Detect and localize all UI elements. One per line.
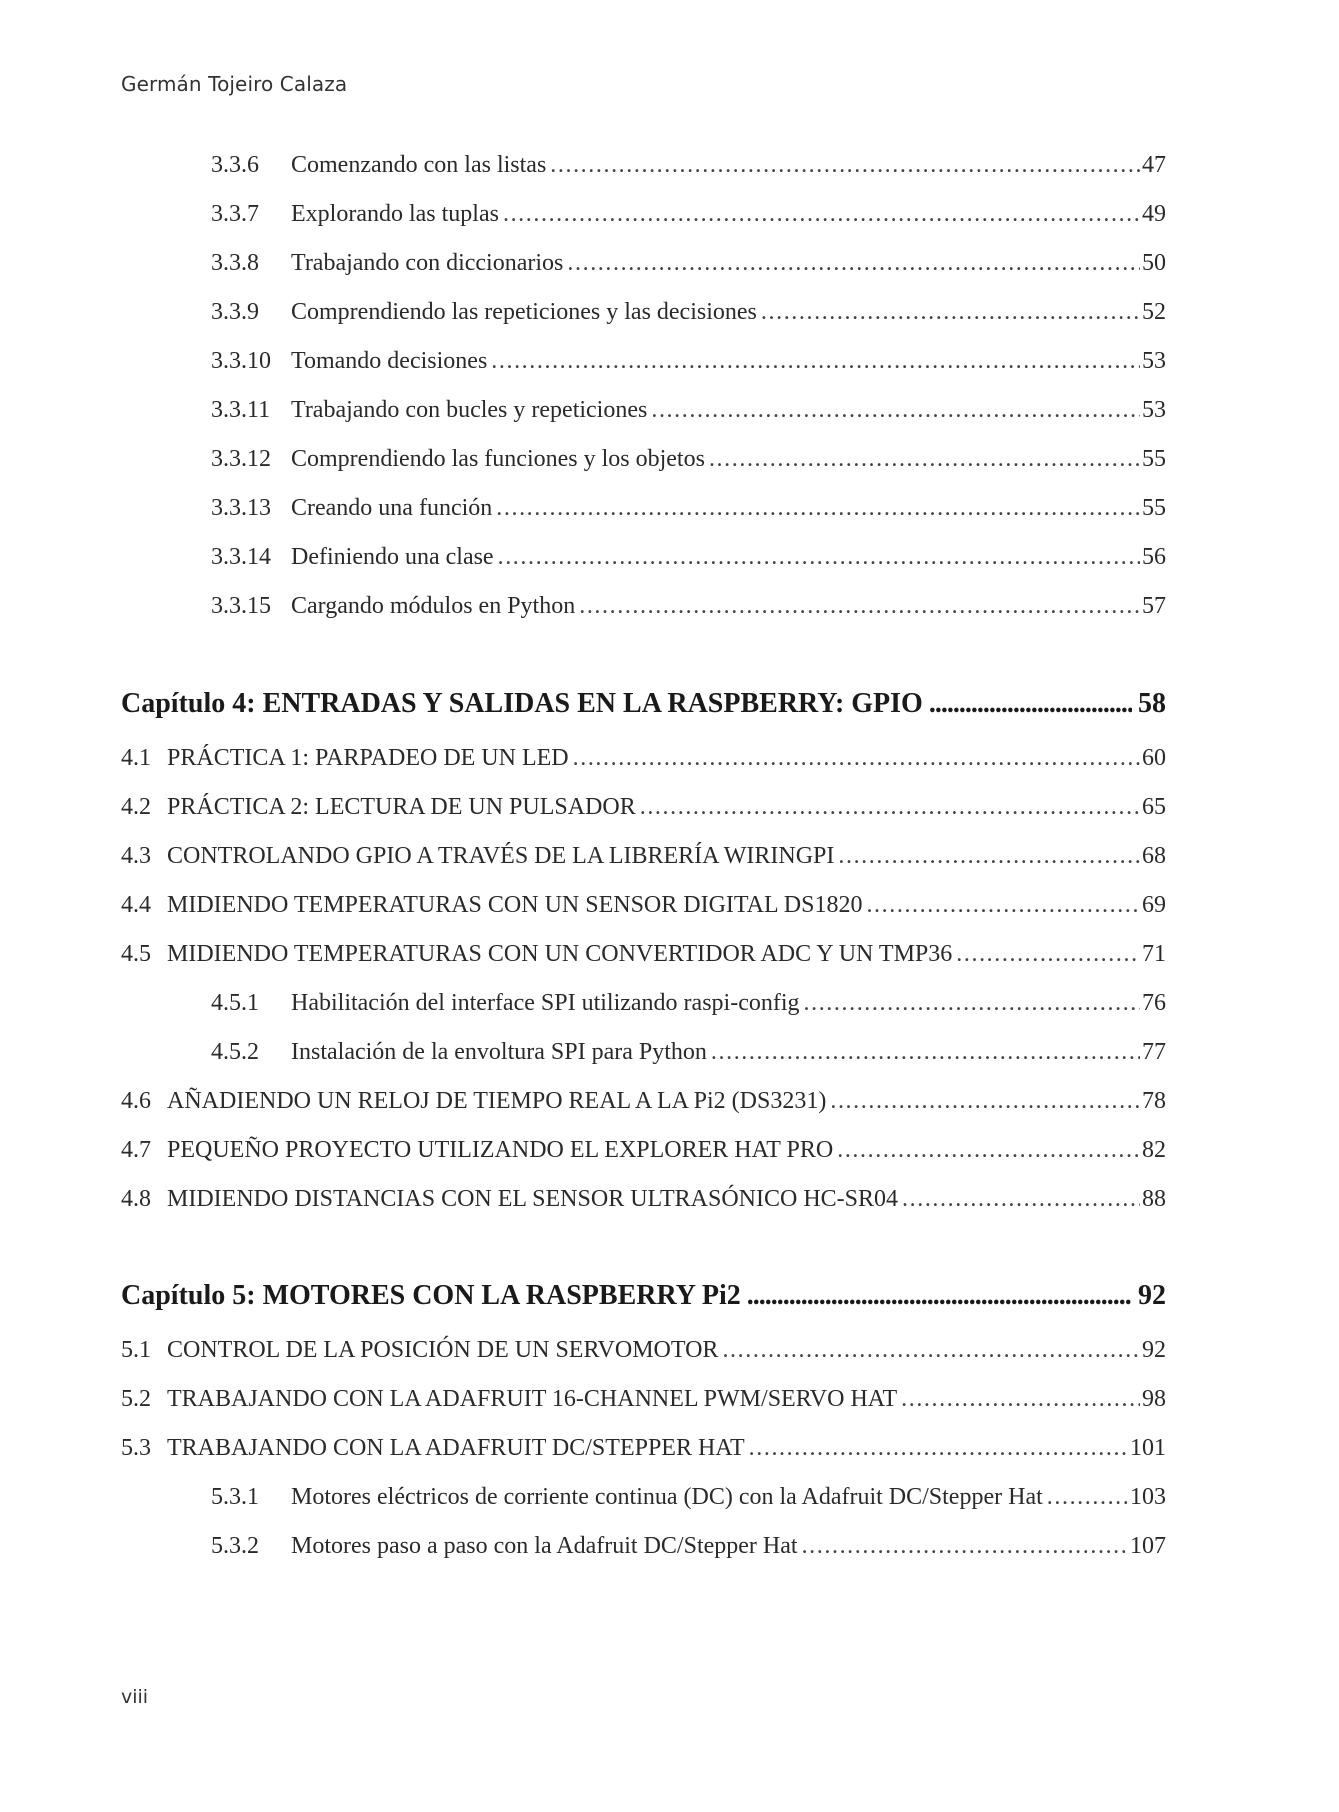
toc-entry-title: Motores eléctricos de corriente continua (DC) con la Adafruit DC/Stepper Hat (291, 1484, 1043, 1510)
dot-leader (929, 688, 1132, 720)
toc-entry[interactable] (211, 299, 1166, 326)
chapter-heading[interactable] (121, 688, 1166, 720)
page-number-footer: viii (121, 1686, 149, 1708)
toc-entry-page: 52 (1142, 299, 1166, 325)
toc-entry-page: 82 (1142, 1137, 1166, 1163)
dot-leader (496, 495, 1140, 522)
toc-entry[interactable] (211, 152, 1166, 179)
toc-entry-page: 49 (1142, 201, 1166, 227)
toc-entry-number: 4.4 (121, 892, 151, 918)
toc-entry-page: 55 (1142, 495, 1166, 521)
toc-entry-page: 107 (1130, 1533, 1166, 1559)
toc-entry[interactable] (121, 1137, 1166, 1164)
toc-entry-number: 5.3.1 (211, 1484, 259, 1510)
toc-entry-number: 4.6 (121, 1088, 151, 1114)
toc-entry-page: 76 (1142, 990, 1166, 1016)
dot-leader (573, 745, 1140, 772)
toc-entry-title: Motores paso a paso con la Adafruit DC/Stepper Hat (291, 1533, 798, 1559)
toc-entry-title: Trabajando con bucles y repeticiones (291, 397, 648, 423)
toc-entry[interactable] (121, 1088, 1166, 1115)
dot-leader (837, 1137, 1140, 1164)
toc-entry-page: 103 (1130, 1484, 1166, 1510)
dot-leader (567, 250, 1140, 277)
toc-entry-title: TRABAJANDO CON LA ADAFRUIT DC/STEPPER HAT (167, 1435, 745, 1461)
toc-entry-title: Comprendiendo las repeticiones y las decisiones (291, 299, 757, 325)
toc-entry[interactable] (211, 397, 1166, 424)
toc-entry[interactable] (121, 745, 1166, 772)
toc-entry-page: 68 (1142, 843, 1166, 869)
toc-entry-title: CONTROLANDO GPIO A TRAVÉS DE LA LIBRERÍA WIRINGPI (167, 843, 835, 869)
toc-entry-number: 3.3.14 (211, 544, 271, 570)
toc-entry-title: PEQUEÑO PROYECTO UTILIZANDO EL EXPLORER HAT PRO (167, 1137, 834, 1163)
dot-leader (711, 1039, 1140, 1066)
toc-entry-title: Explorando las tuplas (291, 201, 499, 227)
dot-leader (956, 941, 1140, 968)
toc-entry-page: 88 (1142, 1186, 1166, 1212)
toc-entry[interactable] (121, 1435, 1166, 1462)
dot-leader (747, 1280, 1132, 1312)
dot-leader (640, 794, 1140, 821)
chapter-heading[interactable] (121, 1280, 1166, 1312)
toc-entry-title: Tomando decisiones (291, 348, 488, 374)
toc-entry-title: Definiendo una clase (291, 544, 494, 570)
toc-entry-page: 69 (1142, 892, 1166, 918)
toc-entry-number: 5.3.2 (211, 1533, 259, 1559)
toc-entry[interactable] (121, 794, 1166, 821)
dot-leader (749, 1435, 1128, 1462)
toc-entry-number: 5.1 (121, 1337, 151, 1363)
toc-entry-number: 3.3.10 (211, 348, 271, 374)
dot-leader (802, 1533, 1128, 1560)
dot-leader (761, 299, 1140, 326)
dot-leader (838, 843, 1140, 870)
toc-entry[interactable] (121, 1186, 1166, 1213)
toc-entry-number: 4.8 (121, 1186, 151, 1212)
toc-entry-number: 3.3.7 (211, 201, 259, 227)
dot-leader (498, 544, 1140, 571)
toc-entry[interactable] (211, 250, 1166, 277)
chapter-page: 92 (1138, 1280, 1166, 1311)
toc-entry-title: Creando una función (291, 495, 493, 521)
toc-entry-title: Comprendiendo las funciones y los objetos (291, 446, 705, 472)
dot-leader (804, 990, 1141, 1017)
toc-entry[interactable] (211, 1039, 1166, 1066)
toc-entry-page: 60 (1142, 745, 1166, 771)
toc-entry[interactable] (211, 990, 1166, 1017)
dot-leader (866, 892, 1140, 919)
toc-entry-number: 3.3.12 (211, 446, 271, 472)
dot-leader (579, 593, 1140, 620)
toc-entry-title: Cargando módulos en Python (291, 593, 576, 619)
chapter-page: 58 (1138, 688, 1166, 719)
toc-entry-page: 101 (1130, 1435, 1166, 1461)
chapter-title: Capítulo 4: ENTRADAS Y SALIDAS EN LA RASPBERRY: GPIO (121, 688, 923, 719)
toc-entry-title: MIDIENDO DISTANCIAS CON EL SENSOR ULTRASÓNICO HC-SR04 (167, 1186, 899, 1212)
toc-entry-page: 56 (1142, 544, 1166, 570)
toc-entry-page: 92 (1142, 1337, 1166, 1363)
toc-entry[interactable] (211, 348, 1166, 375)
running-header-author: Germán Tojeiro Calaza (121, 72, 348, 96)
toc-entry-number: 5.3 (121, 1435, 151, 1461)
toc-entry[interactable] (211, 201, 1166, 228)
toc-entry[interactable] (121, 941, 1166, 968)
toc-entry-number: 4.7 (121, 1137, 151, 1163)
dot-leader (550, 152, 1140, 179)
toc-entry-number: 4.2 (121, 794, 151, 820)
toc-entry-number: 3.3.13 (211, 495, 271, 521)
toc-entry-page: 53 (1142, 397, 1166, 423)
dot-leader (901, 1386, 1140, 1413)
toc-entry-number: 5.2 (121, 1386, 151, 1412)
toc-entry[interactable] (211, 495, 1166, 522)
toc-entry-title: Comenzando con las listas (291, 152, 547, 178)
toc-entry-title: AÑADIENDO UN RELOJ DE TIEMPO REAL A LA Pi2 (DS3231) (167, 1088, 827, 1114)
toc-entry[interactable] (121, 892, 1166, 919)
toc-entry-title: CONTROL DE LA POSICIÓN DE UN SERVOMOTOR (167, 1337, 719, 1363)
dot-leader (651, 397, 1140, 424)
toc-entry-number: 4.1 (121, 745, 151, 771)
dot-leader (709, 446, 1140, 473)
toc-entry[interactable] (211, 1484, 1166, 1511)
toc-entry-title: MIDIENDO TEMPERATURAS CON UN SENSOR DIGITAL DS1820 (167, 892, 863, 918)
toc-entry-page: 77 (1142, 1039, 1166, 1065)
toc-entry[interactable] (211, 1533, 1166, 1560)
toc-entry-page: 78 (1142, 1088, 1166, 1114)
toc-entry-number: 3.3.15 (211, 593, 271, 619)
dot-leader (491, 348, 1140, 375)
toc-entry-page: 55 (1142, 446, 1166, 472)
toc-entry-title: Trabajando con diccionarios (291, 250, 564, 276)
toc-entry-number: 3.3.8 (211, 250, 259, 276)
toc-entry-page: 47 (1142, 152, 1166, 178)
toc-entry-page: 50 (1142, 250, 1166, 276)
toc-entry-page: 57 (1142, 593, 1166, 619)
toc-entry-number: 4.5.1 (211, 990, 259, 1016)
dot-leader (503, 201, 1140, 228)
toc-entry[interactable] (121, 843, 1166, 870)
toc-entry-number: 4.5.2 (211, 1039, 259, 1065)
toc-entry-number: 3.3.9 (211, 299, 259, 325)
toc-entry-number: 4.5 (121, 941, 151, 967)
chapter-title: Capítulo 5: MOTORES CON LA RASPBERRY Pi2 (121, 1280, 741, 1311)
toc-entry[interactable] (121, 1337, 1166, 1364)
toc-entry-title: TRABAJANDO CON LA ADAFRUIT 16-CHANNEL PWM/SERVO HAT (167, 1386, 898, 1412)
toc-entry-title: MIDIENDO TEMPERATURAS CON UN CONVERTIDOR ADC Y UN TMP36 (167, 941, 953, 967)
toc-entry[interactable] (121, 1386, 1166, 1413)
toc-entry-page: 98 (1142, 1386, 1166, 1412)
toc-entry-number: 3.3.6 (211, 152, 259, 178)
dot-leader (1047, 1484, 1128, 1511)
toc-entry-page: 53 (1142, 348, 1166, 374)
dot-leader (902, 1186, 1140, 1213)
dot-leader (722, 1337, 1140, 1364)
dot-leader (830, 1088, 1140, 1115)
toc-entry-title: Instalación de la envoltura SPI para Python (291, 1039, 707, 1065)
toc-entry-number: 3.3.11 (211, 397, 271, 423)
toc-entry-title: PRÁCTICA 2: LECTURA DE UN PULSADOR (167, 794, 636, 820)
toc-entry-title: PRÁCTICA 1: PARPADEO DE UN LED (167, 745, 569, 771)
toc-entry[interactable] (211, 544, 1166, 571)
toc-entry[interactable] (211, 446, 1166, 473)
toc-entry-title: Habilitación del interface SPI utilizando raspi-config (291, 990, 800, 1016)
toc-entry-page: 71 (1142, 941, 1166, 967)
toc-entry-page: 65 (1142, 794, 1166, 820)
toc-entry-number: 4.3 (121, 843, 151, 869)
toc-entry[interactable] (211, 593, 1166, 620)
